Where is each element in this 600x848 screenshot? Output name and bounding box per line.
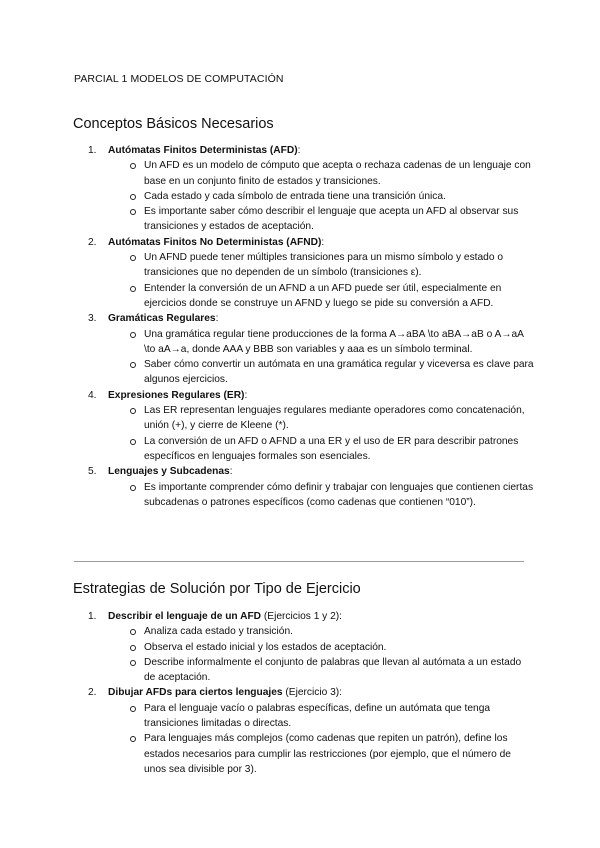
bullet-item [108, 327, 534, 358]
bullet-text: Analiza cada estado y transición. [144, 626, 293, 638]
hollow-bullet-icon [130, 706, 136, 712]
bullet-item [108, 204, 534, 235]
bullet-text: Entender la conversión de un AFND a un AFD puede ser útil, especialmente en ejercicios donde se construye un AFND y luego se pide su conversión a AFD. [144, 282, 502, 309]
hollow-bullet-icon [130, 209, 136, 215]
bullet-text: La conversión de un AFD o AFND a una ER y el uso de ER para describir patrones específicos en lenguajes formales son esenciales. [144, 435, 519, 462]
bullet-text: Para el lenguaje vacío o palabras específicas, define un autómata que tenga transiciones limitadas o directas. [144, 702, 491, 730]
sub-bullet-list [108, 327, 534, 388]
hollow-bullet-icon [130, 408, 136, 414]
item-title: Autómatas Finitos No Deterministas (AFND) [108, 236, 322, 248]
item-title-suffix: : [321, 236, 325, 248]
list-number: 3. [88, 313, 97, 325]
hollow-bullet-icon [130, 645, 136, 651]
hollow-bullet-icon [130, 660, 136, 666]
list-number: 2. [88, 687, 97, 699]
bullet-text: Cada estado y cada símbolo de entrada tiene una transición única. [144, 190, 446, 202]
list-number: 5. [88, 466, 97, 478]
horizontal-divider [74, 561, 524, 562]
bullet-item [108, 731, 534, 777]
concept-item [74, 143, 534, 235]
bullet-item [108, 655, 534, 686]
bullet-text: Es importante saber cómo describir el lenguaje que acepta un AFD al observar sus transiciones y estados de aceptación. [144, 206, 519, 233]
item-title: Gramáticas Regulares [108, 313, 216, 325]
bullet-item [108, 403, 534, 434]
bullet-text: Las ER representan lenguajes regulares mediante operadores como concatenación, unión (+), y cierre de Kleene (*). [144, 405, 525, 432]
bullet-item [108, 434, 534, 465]
bullet-item [108, 624, 534, 639]
concept-item [74, 464, 534, 510]
item-title-suffix: (Ejercicio 3): [282, 687, 343, 699]
bullet-text: Un AFND puede tener múltiples transiciones para un mismo símbolo y estado o transiciones que no dependen de un símbolo (transiciones ε). [144, 252, 503, 279]
bullet-item [108, 250, 534, 281]
hollow-bullet-icon [130, 362, 136, 368]
bullet-item [108, 480, 534, 511]
hollow-bullet-icon [130, 439, 136, 445]
hollow-bullet-icon [130, 255, 136, 261]
concept-item [74, 235, 534, 311]
list-number: 4. [88, 389, 97, 401]
hollow-bullet-icon [130, 629, 136, 635]
sub-bullet-list [108, 403, 534, 464]
item-title-suffix: : [297, 145, 301, 156]
item-title-suffix: : [244, 389, 248, 401]
concept-item [74, 388, 534, 464]
bullet-item [108, 357, 534, 388]
item-title: Describir el lenguaje de un AFD [108, 611, 262, 622]
concepts-list [74, 143, 534, 510]
sub-bullet-list [108, 158, 534, 234]
hollow-bullet-icon [130, 163, 136, 169]
bullet-item [108, 701, 534, 732]
bullet-text: Observa el estado inicial y los estados de aceptación. [144, 641, 387, 653]
bullet-item [108, 158, 534, 189]
item-title: Autómatas Finitos Deterministas (AFD) [108, 145, 298, 156]
sub-bullet-list [108, 480, 534, 511]
bullet-item [108, 281, 534, 312]
list-number: 1. [88, 611, 97, 622]
item-title: Dibujar AFDs para ciertos lenguajes [108, 687, 283, 699]
item-title-suffix: (Ejercicios 1 y 2): [261, 611, 342, 622]
item-title-suffix: : [229, 466, 233, 478]
section-heading-concepts: Conceptos Básicos Necesarios [73, 116, 274, 132]
bullet-text: Una gramática regular tiene producciones de la forma A→aBA \to aBA→aB o A→aA \to aA→a, donde AAA y BBB son variables y aaa es un símbolo terminal. [144, 328, 524, 355]
concept-item [74, 311, 534, 387]
bullet-text: Describe informalmente el conjunto de palabras que llevan al autómata a un estado de aceptación. [144, 656, 522, 684]
item-title: Expresiones Regulares (ER) [108, 389, 245, 401]
bullet-text: Saber cómo convertir un autómata en una gramática regular y viceversa es clave para algunos ejercicios. [144, 359, 534, 386]
strategy-item [74, 685, 534, 777]
bullet-text: Para lenguajes más complejos (como cadenas que repiten un patrón), define los estados necesarios para cumplir las restricciones (por ejemplo, que el número de unos sea divisible por 3). [144, 733, 511, 775]
hollow-bullet-icon [130, 194, 136, 200]
item-title: Lenguajes y Subcadenas [108, 466, 230, 478]
hollow-bullet-icon [130, 485, 136, 491]
section-heading-strategies: Estrategias de Solución por Tipo de Ejercicio [73, 581, 361, 597]
bullet-text: Es importante comprender cómo definir y trabajar con lenguajes que contienen ciertas subcadenas o patrones específicos (como cadenas que contienen “010”). [144, 481, 534, 508]
sub-bullet-list [108, 701, 534, 777]
strategies-list [74, 609, 534, 777]
list-number: 2. [88, 236, 97, 248]
hollow-bullet-icon [130, 332, 136, 338]
list-number: 1. [88, 145, 97, 156]
document-header: PARCIAL 1 MODELOS DE COMPUTACIÓN [74, 73, 284, 85]
sub-bullet-list [108, 624, 534, 685]
bullet-item [108, 640, 534, 655]
hollow-bullet-icon [130, 286, 136, 292]
hollow-bullet-icon [130, 736, 136, 742]
bullet-text: Un AFD es un modelo de cómputo que acepta o rechaza cadenas de un lenguaje con base en un conjunto finito de estados y transiciones. [144, 160, 531, 187]
item-title-suffix: : [215, 313, 219, 325]
bullet-item [108, 189, 534, 204]
strategy-item [74, 609, 534, 685]
sub-bullet-list [108, 250, 534, 311]
